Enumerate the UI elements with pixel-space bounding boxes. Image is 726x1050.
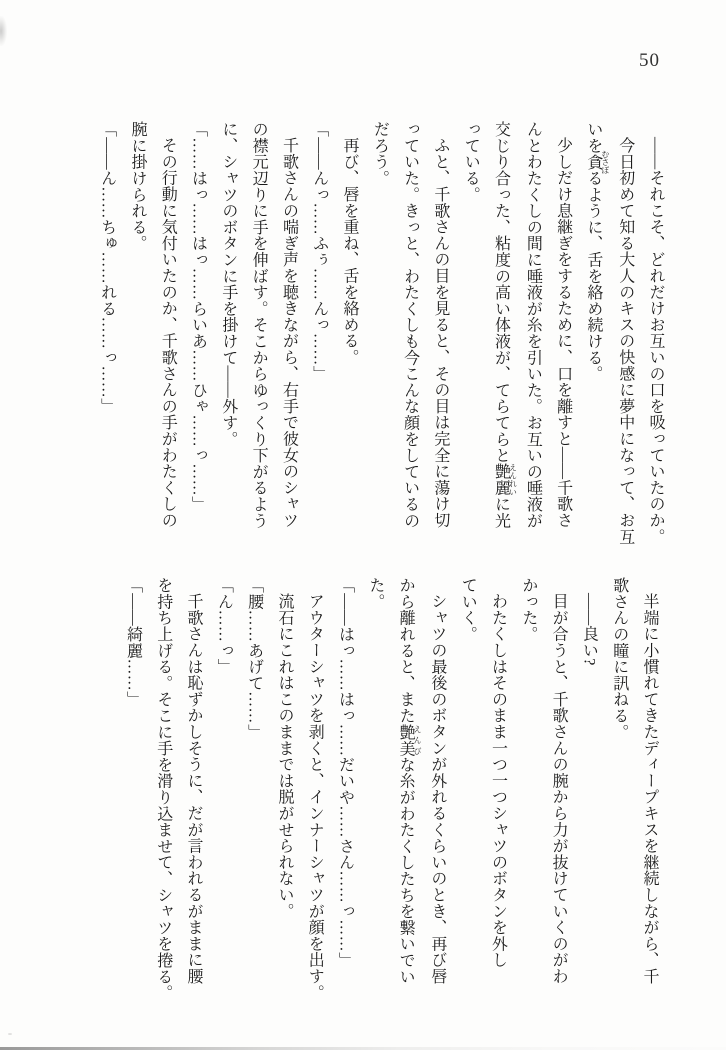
text-line: その行動に気付いたのか、千歌さんの手がわたくしの [159,137,177,529]
bottom-text-block [117,577,664,1011]
page-number: 50 [639,50,660,71]
furigana-ruby: 貪 むさぼ [584,149,610,174]
text-line: ——それこそ、どれだけお互いの口を吸っていたのか。 [647,137,664,545]
text-line: 「——綺麗……」 [124,577,142,708]
text-line: 腕に掛けられる。 [128,121,146,252]
text-line: んとわたくしの間に唾液が糸を引いた。お互いの唾液が [524,121,542,529]
furigana-ruby: 艶麗 えんれい [492,463,518,496]
text-line: わたくしはそのまま一つ一つシャツのボタンを外し [489,593,507,969]
text-line: ——良い? [580,593,598,666]
text-line: っている。 [462,121,480,203]
text-line: 「……はっ……はっ……らいあ……ひゃ……っ……」 [189,121,207,513]
text-line: 「——んっ……ふぅ……んっ……」 [310,121,328,382]
text-line: シャツの最後のボタンが外れるくらいのとき、再び唇 [428,593,446,985]
text-line: 「——はっ……はっ……だいや……さん……っ……」 [336,577,354,969]
text-line: かった。 [519,577,537,643]
furigana-text: むさぼ [600,149,610,174]
text-line: だろう。 [371,121,389,187]
text-line: 少しだけ息継ぎをするために、口を離すと——千歌さ [554,137,572,529]
scan-smudge [0,16,7,46]
text-line: 目が合うと、千歌さんの腕から力が抜けていくのがわ [550,593,568,985]
text-line: を持ち上げる。そこに手を滑り込ませて、シャツを捲る。 [154,577,172,1001]
top-text-block [91,121,670,555]
text-line: 流石にこれはこのままでは脱がせられない。 [275,593,293,920]
text-line: 「腰……あげて……」 [245,577,263,740]
text-line: いを貪 むさぼるように、舌を絡め続ける。 [584,121,610,382]
text-line: 「ん……っ」 [215,577,233,675]
text-line: 千歌さんの喘ぎ声を聴きながら、右手で彼女のシャツ [280,137,298,529]
text-line: 半端に小慣れてきたディープキスを継続しながら、千 [641,593,658,985]
text-line: っていた。きっと、わたくしも今こんな顔をしているの [401,121,419,529]
text-line: の襟元辺りに手を伸ばす。そこからゆっくり下がるよう [250,121,268,529]
text-line: た。 [366,577,384,610]
text-line: 交じり合った、粘度の高い体液が、てらてらと艶麗 えんれいに光 [492,121,518,529]
text-line: 千歌さんは恥ずかしそうに、だが言われるがままに腰 [185,593,203,985]
text-line: ていく。 [459,577,477,643]
text-line: 「——ん……ちゅ……れる……っ……」 [98,121,116,415]
text-line: ふと、千歌さんの目を見ると、その目は完全に蕩け切 [431,137,449,529]
furigana-text: えんび [413,723,423,757]
text-line: 今日初めて知る大人のキスの快感に夢中になって、お互 [616,137,634,545]
scan-speck [8,1033,12,1035]
furigana-text: えんれい [508,463,518,496]
text-line: 歌さんの瞳に訊ねる。 [610,577,628,740]
text-line: に、シャツのボタンに手を掛けて——外す。 [219,121,237,447]
text-line: から離れると、また艶美 えんびな糸がわたくしたちを繋いでい [397,577,423,985]
text-line: アウターシャツを剥くと、インナーシャツが顔を出す。 [306,593,324,1001]
text-line: 再び、唇を重ね、舌を絡める。 [341,137,359,366]
furigana-ruby: 艶美 えんび [397,723,423,757]
